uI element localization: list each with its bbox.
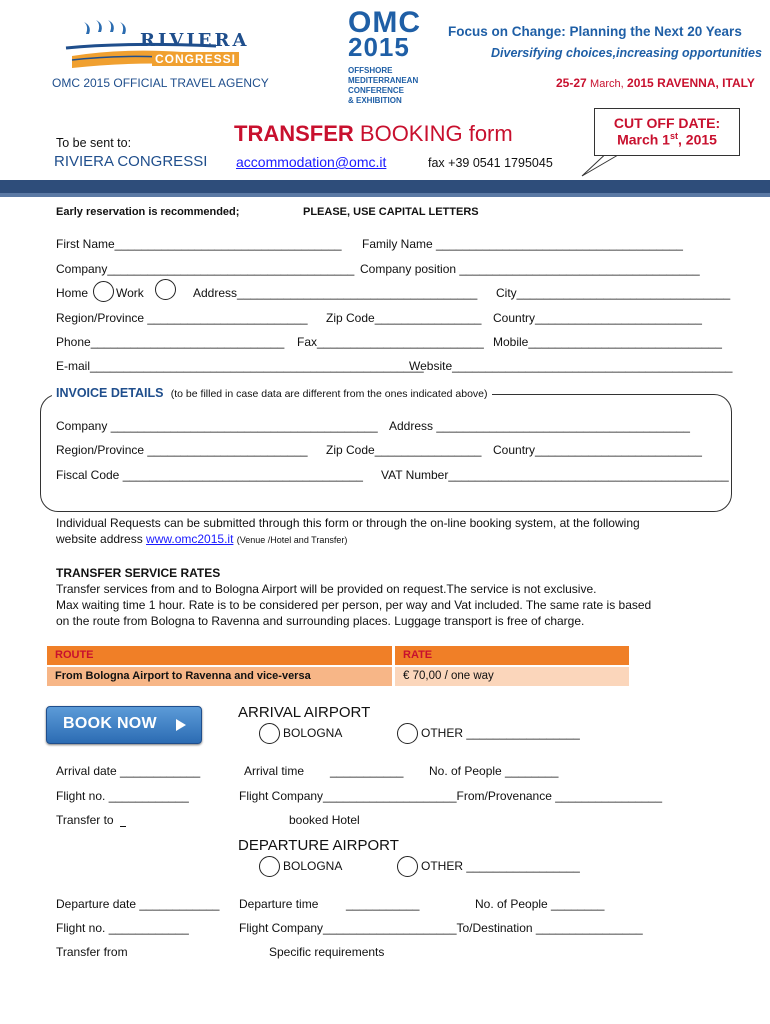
- individual-line2-text: website address: [56, 532, 147, 546]
- website-field[interactable]: Website__________________________________________: [409, 359, 733, 373]
- invoice-title: INVOICE DETAILS: [56, 386, 164, 400]
- departure-time-label: Departure time: [239, 897, 319, 911]
- rates-p3: on the route from Bologna to Ravenna and surrounding places. Luggage transport is free of charge.: [56, 614, 585, 628]
- event-dates: [556, 76, 755, 90]
- zip-field[interactable]: Zip Code________________: [326, 311, 482, 325]
- omc-desc-line: MEDITERRANEAN: [348, 76, 419, 85]
- to-be-sent-label: To be sent to:: [56, 136, 132, 150]
- departure-requirements-label: Specific requirements: [269, 945, 385, 959]
- rates-data-row: [47, 667, 629, 686]
- rates-title: TRANSFER SERVICE RATES: [56, 566, 221, 580]
- arrival-people-field[interactable]: No. of People ________: [429, 764, 559, 778]
- omc-desc-line: OFFSHORE: [348, 66, 393, 75]
- home-radio[interactable]: [93, 281, 114, 302]
- departure-other-radio[interactable]: [397, 856, 418, 877]
- arrival-other-label[interactable]: OTHER _________________: [421, 726, 580, 740]
- focus-subtitle: Diversifying choices,increasing opportunities: [491, 46, 762, 60]
- event-dates-month: March,: [590, 78, 624, 90]
- invoice-region-field[interactable]: Region/Province ________________________: [56, 443, 308, 457]
- focus-title: Focus on Change: Planning the Next 20 Years: [448, 24, 742, 39]
- omc-logo-line1: OMC: [348, 6, 421, 39]
- event-dates-num: 25-27: [556, 76, 587, 90]
- header-divider: [0, 180, 770, 193]
- company-field[interactable]: Company_____________________________________: [56, 262, 355, 276]
- form-title: [234, 121, 513, 147]
- invoice-vat-field[interactable]: VAT Number__________________________________________: [381, 468, 729, 482]
- departure-transfer-from: Transfer from: [56, 945, 128, 959]
- arrival-transfer-to: Transfer to: [56, 813, 114, 827]
- individual-line2-small: (Venue /Hotel and Transfer): [236, 535, 348, 545]
- event-dates-year: 2015: [627, 76, 654, 90]
- cutoff-date-b: , 2015: [678, 131, 717, 148]
- rates-route-cell: [47, 667, 392, 686]
- arrival-bologna-label: BOLOGNA: [283, 726, 343, 740]
- email-field[interactable]: E-mail__________________________________________________: [56, 359, 424, 373]
- phone-field[interactable]: Phone_____________________________: [56, 335, 285, 349]
- cutoff-label: CUT OFF DATE:: [613, 115, 721, 131]
- event-dates-place: RAVENNA, ITALY: [657, 76, 755, 90]
- invoice-title-wrap: [52, 386, 492, 400]
- rates-p1: Transfer services from and to Bologna Airport will be provided on request.The service is not exclusive.: [56, 582, 597, 596]
- arrival-company-field[interactable]: Flight Company____________________From/Provenance ________________: [239, 789, 662, 803]
- departure-other-label[interactable]: OTHER _________________: [421, 859, 580, 873]
- omc-logo-desc: [348, 66, 418, 106]
- country-field[interactable]: Country_________________________: [493, 311, 702, 325]
- cutoff-date: [595, 131, 739, 148]
- fax-field[interactable]: Fax_________________________: [297, 335, 484, 349]
- invoice-address-field[interactable]: Address ______________________________________: [389, 419, 690, 433]
- rates-header-row: [47, 646, 629, 665]
- region-field[interactable]: Region/Province ________________________: [56, 311, 308, 325]
- arrival-other-radio[interactable]: [397, 723, 418, 744]
- form-title-a: TRANSFER: [234, 121, 354, 146]
- departure-title: DEPARTURE AIRPORT: [238, 837, 399, 854]
- rates-rate-value: € 70,00 / one way: [403, 670, 494, 682]
- capitals-note: PLEASE, USE CAPITAL LETTERS: [303, 206, 479, 218]
- arrival-time-field[interactable]: ___________: [330, 764, 404, 778]
- address-field[interactable]: Address____________________________________: [193, 286, 478, 300]
- family-name-field[interactable]: Family Name _____________________________________: [362, 237, 683, 251]
- omc-logo: [344, 8, 440, 112]
- work-radio[interactable]: [155, 279, 176, 300]
- mobile-field[interactable]: Mobile_____________________________: [493, 335, 722, 349]
- rates-table: [47, 646, 629, 686]
- arrival-title: ARRIVAL AIRPORT: [238, 704, 371, 721]
- departure-flight-field[interactable]: Flight no. ____________: [56, 921, 189, 935]
- riviera-logo-text: RIVIERA: [140, 30, 250, 51]
- play-arrow-icon: [175, 719, 187, 731]
- book-now-label: BOOK NOW: [63, 715, 157, 732]
- riviera-logo: [62, 18, 250, 74]
- first-name-field[interactable]: First Name__________________________________: [56, 237, 342, 251]
- departure-bologna-label: BOLOGNA: [283, 859, 343, 873]
- cutoff-date-sup: st: [669, 131, 678, 141]
- recipient-name: RIVIERA CONGRESSI: [54, 153, 208, 170]
- omc-desc-line: CONFERENCE: [348, 86, 405, 95]
- invoice-country-field[interactable]: Country_________________________: [493, 443, 702, 457]
- rates-col-route: [47, 646, 392, 665]
- fax-number: fax +39 0541 1795045: [428, 156, 553, 170]
- individual-line1: Individual Requests can be submitted through this form or through the on-line booking system, at the following: [56, 516, 640, 530]
- cutoff-callout: [594, 108, 740, 156]
- arrival-time-label: Arrival time: [244, 764, 305, 778]
- departure-time-field[interactable]: ___________: [346, 897, 420, 911]
- invoice-zip-field[interactable]: Zip Code________________: [326, 443, 482, 457]
- city-field[interactable]: City________________________________: [496, 286, 731, 300]
- rates-rate-cell: [395, 667, 629, 686]
- omc-logo-line2: 2015: [348, 32, 410, 62]
- email-link[interactable]: accommodation@omc.it: [236, 154, 387, 170]
- rates-p2: Max waiting time 1 hour. Rate is to be considered per person, per way and Vat included. The same rate is based: [56, 598, 652, 612]
- form-title-b: BOOKING form: [359, 121, 513, 146]
- riviera-logo-subtext: CONGRESSI: [152, 52, 239, 66]
- book-now-button[interactable]: [46, 706, 202, 744]
- invoice-fiscal-field[interactable]: Fiscal Code ____________________________________: [56, 468, 363, 482]
- agency-label: OMC 2015 OFFICIAL TRAVEL AGENCY: [52, 76, 269, 90]
- rates-col-rate: [395, 646, 629, 665]
- arrival-date-field[interactable]: Arrival date ____________: [56, 764, 201, 778]
- arrival-bologna-radio[interactable]: [259, 723, 280, 744]
- departure-people-field[interactable]: No. of People ________: [475, 897, 605, 911]
- home-label: Home: [56, 286, 89, 300]
- early-note: Early reservation is recommended;: [56, 206, 240, 218]
- omc-website-link[interactable]: www.omc2015.it: [146, 532, 234, 546]
- rates-col-route-label: ROUTE: [55, 649, 94, 661]
- departure-date-field[interactable]: Departure date ____________: [56, 897, 220, 911]
- work-label: Work: [116, 286, 144, 300]
- departure-company-field[interactable]: Flight Company____________________To/Destination ________________: [239, 921, 643, 935]
- invoice-company-field[interactable]: Company ________________________________________: [56, 419, 378, 433]
- arrival-flight-field[interactable]: Flight no. ____________: [56, 789, 189, 803]
- omc-desc-line: & EXHIBITION: [348, 96, 402, 105]
- company-position-field[interactable]: Company position ____________________________________: [360, 262, 700, 276]
- cutoff-date-a: March 1: [617, 131, 670, 148]
- rates-col-rate-label: RATE: [403, 649, 433, 661]
- rates-route-value: From Bologna Airport to Ravenna and vice-versa: [55, 670, 311, 682]
- departure-bologna-radio[interactable]: [259, 856, 280, 877]
- header-divider-sub: [0, 193, 770, 197]
- arrival-transfer-to-line[interactable]: [120, 826, 126, 827]
- arrival-hotel-label: booked Hotel: [289, 813, 360, 827]
- individual-line2: [56, 532, 347, 546]
- invoice-note: (to be filled in case data are different from the ones indicated above): [170, 388, 488, 400]
